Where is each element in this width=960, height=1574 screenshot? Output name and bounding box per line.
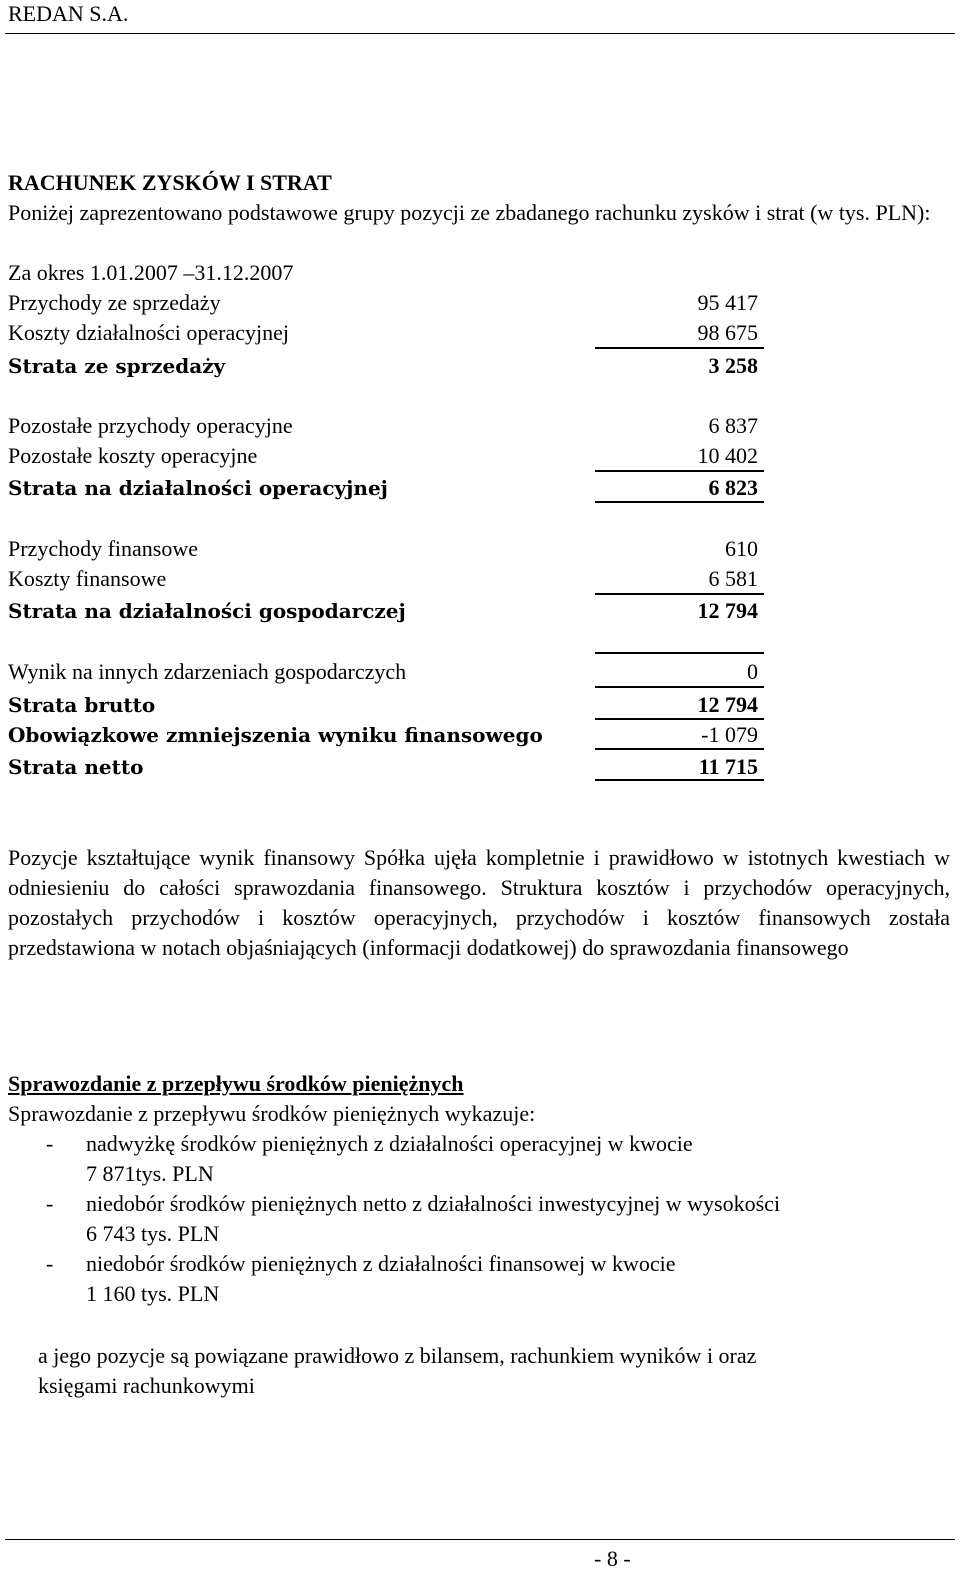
row-sales-revenue — [8, 288, 764, 318]
row-value: 3 258 — [708, 353, 758, 378]
list-item-amount: 6 743 tys. PLN — [86, 1221, 220, 1246]
row-value: -1 079 — [701, 722, 758, 747]
row-value: 98 675 — [697, 320, 758, 345]
cashflow-intro: Sprawozdanie z przepływu środków pieniężnych wykazuje: — [8, 1101, 536, 1126]
list-bullet: - — [46, 1251, 54, 1276]
row-loss-on-sales — [8, 351, 764, 381]
row-label: Strata netto — [8, 755, 144, 779]
subtotal-rule — [595, 470, 764, 472]
period-label: Za okres 1.01.2007 –31.12.2007 — [8, 260, 294, 285]
row-value: 6 581 — [708, 566, 758, 591]
list-bullet: - — [46, 1191, 54, 1216]
row-label: Strata na działalności gospodarczej — [8, 599, 406, 623]
row-net-loss — [8, 752, 764, 782]
row-value: 12 794 — [697, 692, 758, 717]
row-operating-costs — [8, 318, 764, 348]
list-item — [8, 1129, 950, 1189]
total-rule — [595, 779, 764, 781]
subtotal-rule — [595, 593, 764, 595]
row-other-operating-costs — [8, 441, 764, 471]
row-value: 12 794 — [697, 598, 758, 623]
list-item-amount: 1 160 tys. PLN — [86, 1281, 220, 1306]
row-operating-loss — [8, 473, 764, 503]
list-bullet: - — [46, 1131, 54, 1156]
row-label: Obowiązkowe zmniejszenia wyniku finansowego — [8, 723, 543, 747]
row-label: Koszty finansowe — [8, 566, 167, 591]
row-value: 0 — [747, 659, 758, 684]
page-number: - 8 - — [594, 1546, 631, 1571]
income-statement-title: RACHUNEK ZYSKÓW I STRAT — [8, 170, 332, 195]
row-label: Przychody finansowe — [8, 536, 199, 561]
list-item-amount: 7 871tys. PLN — [86, 1161, 214, 1186]
subtotal-rule — [595, 686, 764, 688]
cashflow-title: Sprawozdanie z przepływu środków pieniężnych — [8, 1071, 464, 1096]
row-label: Strata ze sprzedaży — [8, 354, 226, 378]
list-item-text: niedobór środków pieniężnych z działalności finansowej w kwocie — [86, 1251, 676, 1276]
company-header: REDAN S.A. — [8, 1, 129, 26]
list-item-text: niedobór środków pieniężnych netto z działalności inwestycyjnej w wysokości — [86, 1191, 781, 1216]
cashflow-closing-line-2: księgami rachunkowymi — [38, 1373, 255, 1398]
income-commentary: Pozycje kształtujące wynik finansowy Spółka ujęła kompletnie i prawidłowo w istotnych kwestiach w odniesieniu do całości sprawozdania finansowego. Struktura kosztów i przychodów operacyjnych, pozostałych przychodów i kosztów operacyjnych, przychodów i kosztów finansowych została przedstawiona w notach objaśniających (informacji dodatkowej) do sprawozdania finansowego — [8, 845, 950, 960]
subtotal-rule — [595, 347, 764, 349]
row-other-operating-revenue — [8, 411, 764, 441]
row-label: Strata na działalności operacyjnej — [8, 476, 388, 500]
row-other-events-result — [8, 657, 764, 687]
cashflow-closing-line-1: a jego pozycje są powiązane prawidłowo z bilansem, rachunkiem wyników i oraz — [38, 1343, 757, 1368]
list-item — [8, 1189, 950, 1249]
cashflow-list — [8, 1129, 950, 1309]
row-value: 11 715 — [698, 754, 758, 779]
row-value: 10 402 — [697, 443, 758, 468]
row-financial-revenue — [8, 534, 764, 564]
list-item-text: nadwyżkę środków pieniężnych z działalności operacyjnej w kwocie — [86, 1131, 693, 1156]
subtotal-rule — [595, 748, 764, 750]
row-value: 6 837 — [708, 413, 758, 438]
row-label: Pozostałe przychody operacyjne — [8, 413, 293, 438]
row-value: 610 — [725, 536, 758, 561]
row-financial-costs — [8, 564, 764, 594]
row-label: Pozostałe koszty operacyjne — [8, 443, 258, 468]
header-divider — [5, 33, 955, 34]
subtotal-rule — [595, 652, 764, 654]
row-label: Przychody ze sprzedaży — [8, 290, 221, 315]
footer-divider — [5, 1539, 955, 1540]
row-label: Koszty działalności operacyjnej — [8, 320, 290, 345]
list-item — [8, 1249, 950, 1309]
row-business-activity-loss — [8, 596, 764, 626]
row-label: Strata brutto — [8, 693, 156, 717]
row-value: 95 417 — [697, 290, 758, 315]
income-statement-intro: Poniżej zaprezentowano podstawowe grupy pozycji ze zbadanego rachunku zysków i strat (w tys. PLN): — [8, 200, 931, 225]
row-mandatory-deductions — [8, 720, 764, 750]
row-gross-loss — [8, 690, 764, 720]
subtotal-rule — [595, 501, 764, 503]
row-value: 6 823 — [708, 475, 758, 500]
row-label: Wynik na innych zdarzeniach gospodarczych — [8, 659, 407, 684]
